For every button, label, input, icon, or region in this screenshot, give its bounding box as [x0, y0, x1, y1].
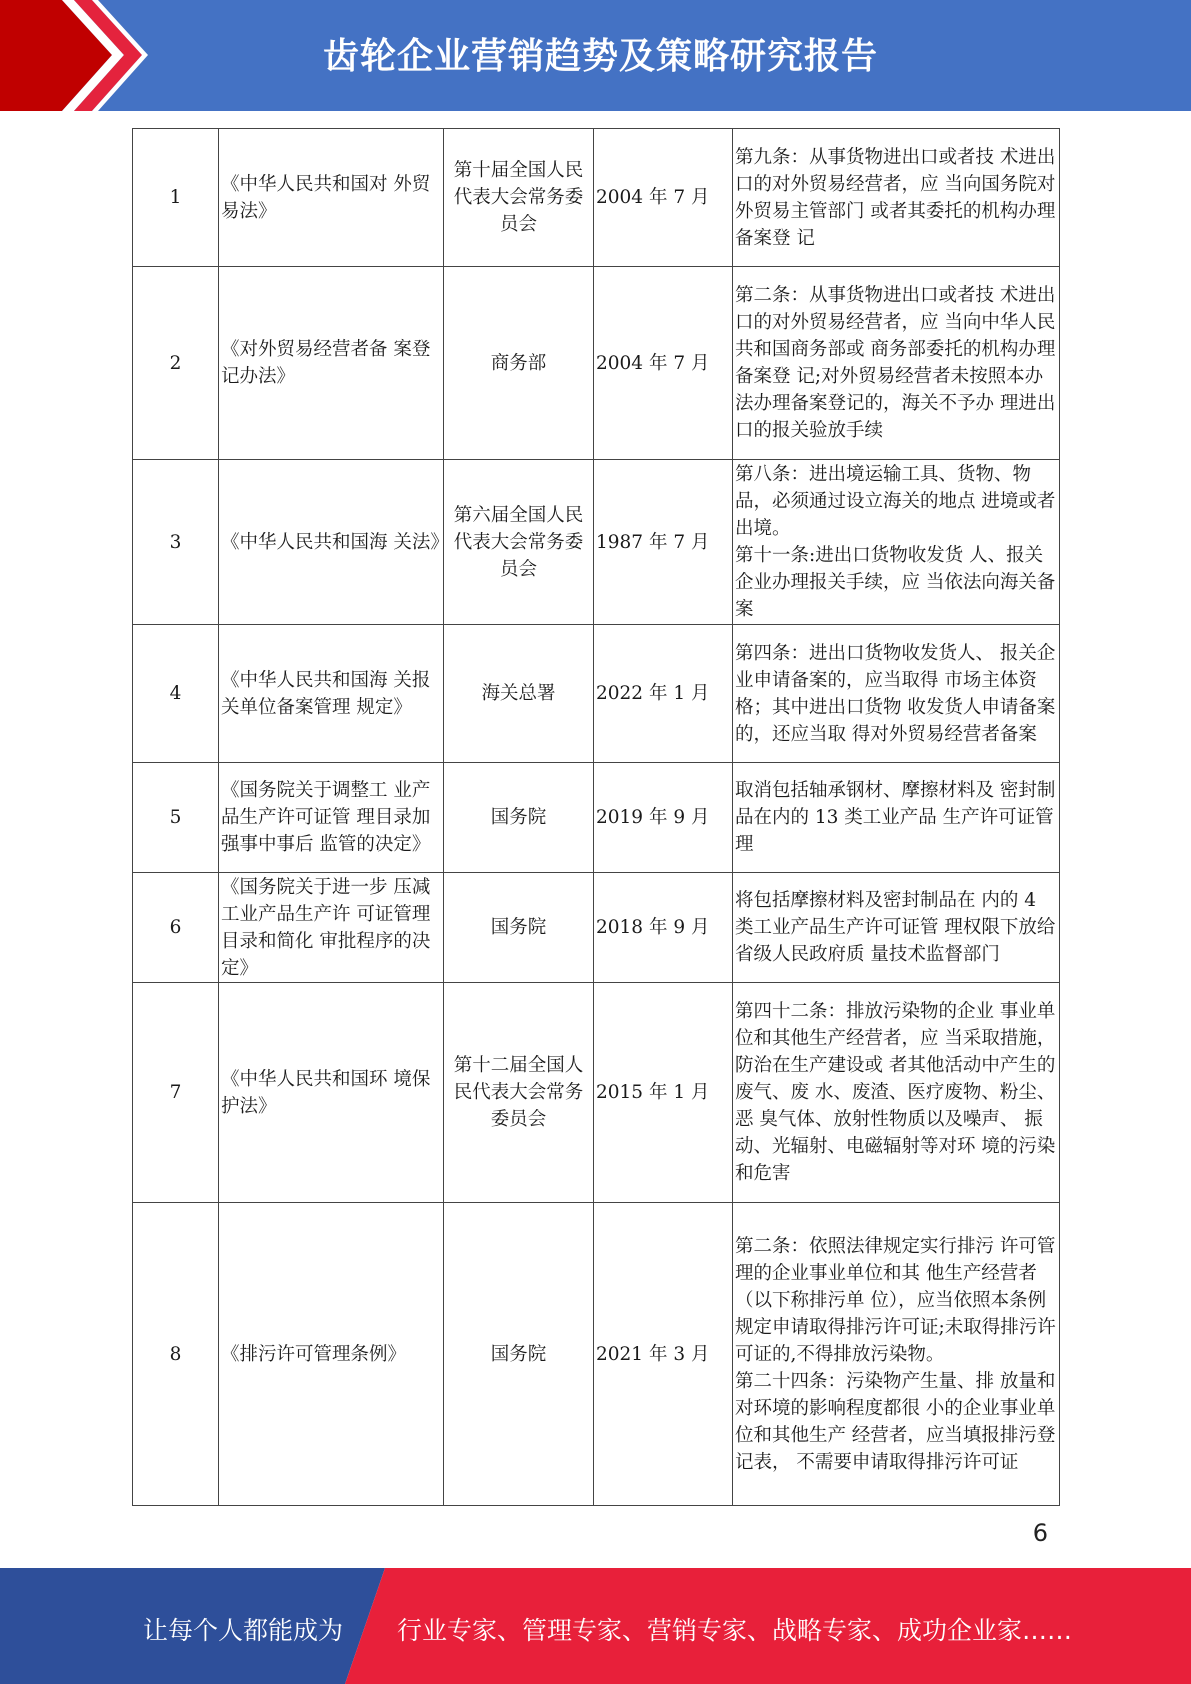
row-number: 8 [133, 1203, 219, 1506]
regulation-table-body [133, 129, 1060, 1506]
table-row [133, 763, 1060, 873]
effective-date: 2018 年 9 月 [594, 873, 733, 983]
regulation-name: 《中华人民共和国海 关法》 [219, 460, 444, 625]
row-number: 6 [133, 873, 219, 983]
issuing-authority: 海关总署 [444, 625, 594, 763]
relevant-provision: 取消包括轴承钢材、摩擦材料及 密封制品在内的 13 类工业产品 生产许可证管理 [733, 763, 1060, 873]
relevant-provision: 第九条：从事货物进出口或者技 术进出口的对外贸易经营者，应 当向国务院对外贸易主管部门 或者其委托的机构办理备案登 记 [733, 129, 1060, 267]
relevant-provision: 第二条：依照法律规定实行排污 许可管理的企业事业单位和其 他生产经营者（以下称排污单 位），应当依照本条例规定申请取得排污许可证;未取得排污许 可证的,不得排放污染物。 第二十四条：污染物产生量、排 放量和对环境的影响程度都很 小的企业事业单位和其他生产 经营者，应当填报排污登记表， 不需要申请取得排污许可证 [733, 1203, 1060, 1506]
issuing-authority: 商务部 [444, 267, 594, 460]
effective-date: 2004 年 7 月 [594, 129, 733, 267]
regulation-name: 《排污许可管理条例》 [219, 1203, 444, 1506]
row-number: 7 [133, 983, 219, 1203]
table-row [133, 1203, 1060, 1506]
relevant-provision: 第四条：进出口货物收发货人、 报关企业申请备案的，应当取得 市场主体资格；其中进出口货物 收发货人申请备案的，还应当取 得对外贸易经营者备案 [733, 625, 1060, 763]
table-row [133, 625, 1060, 763]
table-row [133, 460, 1060, 625]
table-row [133, 129, 1060, 267]
row-number: 1 [133, 129, 219, 267]
effective-date: 2015 年 1 月 [594, 983, 733, 1203]
effective-date: 2021 年 3 月 [594, 1203, 733, 1506]
relevant-provision: 第四十二条：排放污染物的企业 事业单位和其他生产经营者，应 当采取措施，防治在生产建设或 者其他活动中产生的废气、废 水、废渣、医疗废物、粉尘、恶 臭气体、放射性物质以及噪声、 振动、光辐射、电磁辐射等对环 境的污染和危害 [733, 983, 1060, 1203]
regulation-table [132, 128, 1060, 1506]
issuing-authority: 第十届全国人民代表大会常务委员会 [444, 129, 594, 267]
issuing-authority: 第十二届全国人民代表大会常务委员会 [444, 983, 594, 1203]
relevant-provision: 将包括摩擦材料及密封制品在 内的 4 类工业产品生产许可证管 理权限下放给省级人民政府质 量技术监督部门 [733, 873, 1060, 983]
issuing-authority: 国务院 [444, 763, 594, 873]
effective-date: 2004 年 7 月 [594, 267, 733, 460]
relevant-provision: 第二条：从事货物进出口或者技 术进出口的对外贸易经营者，应 当向中华人民共和国商务部或 商务部委托的机构办理备案登 记;对外贸易经营者未按照本办 法办理备案登记的，海关不予办 理进出口的报关验放手续 [733, 267, 1060, 460]
issuing-authority: 第六届全国人民代表大会常务委员会 [444, 460, 594, 625]
report-title: 齿轮企业营销趋势及策略研究报告 [322, 36, 878, 77]
footer-slogan-right: 行业专家、管理专家、营销专家、战略专家、成功企业家…… [397, 1616, 1073, 1645]
header-band [0, 0, 1191, 111]
page-number: 6 [1032, 1519, 1048, 1547]
issuing-authority: 国务院 [444, 873, 594, 983]
table-row [133, 267, 1060, 460]
effective-date: 1987 年 7 月 [594, 460, 733, 625]
row-number: 3 [133, 460, 219, 625]
issuing-authority: 国务院 [444, 1203, 594, 1506]
relevant-provision: 第八条：进出境运输工具、货物、物品，必须通过设立海关的地点 进境或者出境。 第十一条:进出口货物收发货 人、报关企业办理报关手续，应 当依法向海关备案 [733, 460, 1060, 625]
effective-date: 2022 年 1 月 [594, 625, 733, 763]
regulation-name: 《国务院关于进一步 压减工业产品生产许 可证管理目录和简化 审批程序的决定》 [219, 873, 444, 983]
row-number: 5 [133, 763, 219, 873]
row-number: 4 [133, 625, 219, 763]
footer-band [0, 1568, 1191, 1684]
table-row [133, 983, 1060, 1203]
regulation-name: 《对外贸易经营者备 案登记办法》 [219, 267, 444, 460]
regulation-name: 《中华人民共和国海 关报关单位备案管理 规定》 [219, 625, 444, 763]
regulation-name: 《中华人民共和国环 境保护法》 [219, 983, 444, 1203]
effective-date: 2019 年 9 月 [594, 763, 733, 873]
regulation-name: 《国务院关于调整工 业产品生产许可证管 理目录加强事中事后 监管的决定》 [219, 763, 444, 873]
regulation-name: 《中华人民共和国对 外贸易法》 [219, 129, 444, 267]
footer-slogan-left: 让每个人都能成为 [143, 1616, 344, 1645]
row-number: 2 [133, 267, 219, 460]
table-row [133, 873, 1060, 983]
